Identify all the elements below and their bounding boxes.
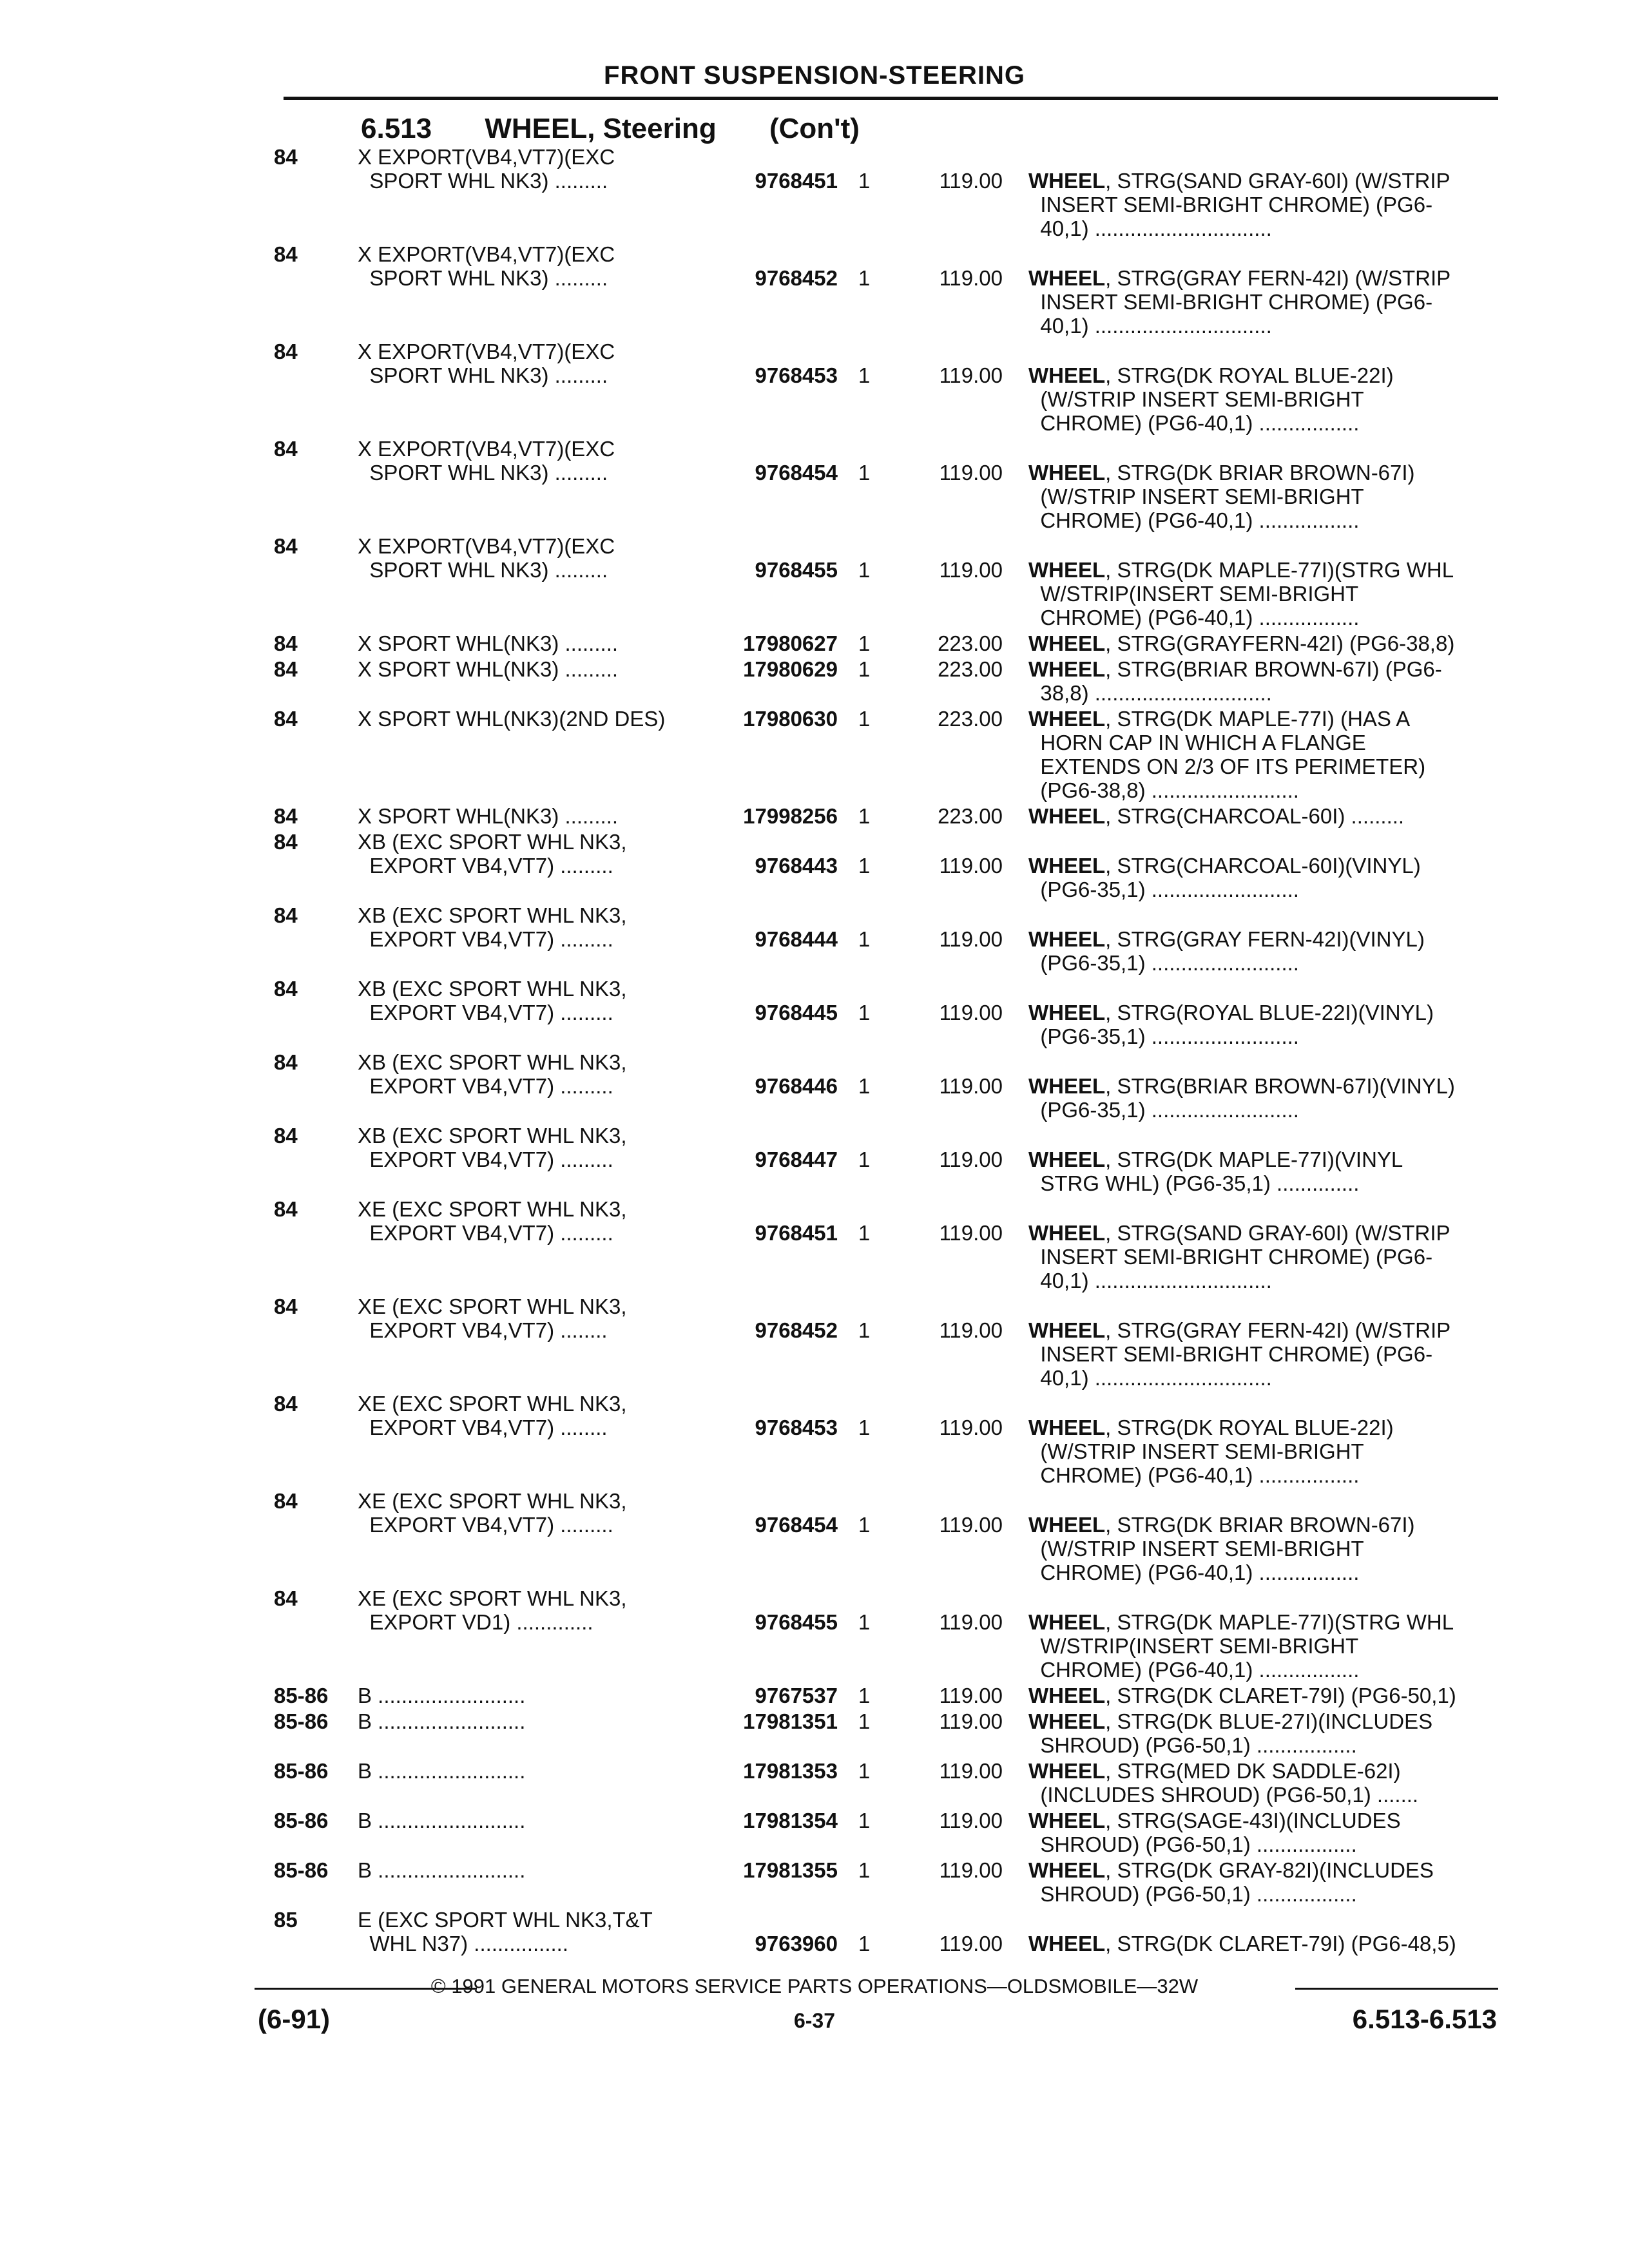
- quantity: 1: [858, 1001, 871, 1024]
- model-description: X EXPORT(VB4,VT7)(EXC SPORT WHL NK3) .........: [358, 145, 615, 193]
- part-row: [0, 707, 1629, 804]
- part-number: 9768452: [755, 1318, 838, 1342]
- model-description: X EXPORT(VB4,VT7)(EXC SPORT WHL NK3) .........: [358, 340, 615, 387]
- model-description: X EXPORT(VB4,VT7)(EXC SPORT WHL NK3) .........: [358, 242, 615, 290]
- part-name-keyword: WHEEL: [1028, 169, 1106, 193]
- quantity: 1: [858, 1759, 871, 1783]
- model-description: XE (EXC SPORT WHL NK3, EXPORT VB4,VT7) ........: [358, 1294, 627, 1342]
- part-name-keyword: WHEEL: [1028, 631, 1106, 655]
- price: 119.00: [939, 1001, 1003, 1024]
- part-row: [0, 1197, 1629, 1294]
- part-number: 17981351: [743, 1709, 838, 1733]
- part-name-detail: , STRG(DK BLUE-27I)(INCLUDES SHROUD) (PG6-50,1) .................: [1040, 1709, 1433, 1757]
- part-row: [0, 977, 1629, 1050]
- model-description: XB (EXC SPORT WHL NK3, EXPORT VB4,VT7) .........: [358, 1050, 627, 1098]
- part-row: [0, 1908, 1629, 1981]
- quantity: 1: [858, 1148, 871, 1171]
- section-continued: (Con't): [769, 113, 860, 144]
- price: 119.00: [939, 169, 1003, 193]
- model-year: 85-86: [274, 1809, 329, 1832]
- part-number: 9768455: [755, 1610, 838, 1634]
- quantity: 1: [858, 1074, 871, 1098]
- part-name-detail: , STRG(GRAY FERN-42I) (W/STRIP INSERT SEMI-BRIGHT CHROME) (PG6- 40,1) ..............................: [1040, 266, 1451, 338]
- model-year: 84: [274, 1294, 298, 1318]
- model-description: XE (EXC SPORT WHL NK3, EXPORT VB4,VT7) .........: [358, 1197, 627, 1245]
- part-row: [0, 830, 1629, 903]
- price: 119.00: [939, 1416, 1003, 1439]
- price: 119.00: [939, 266, 1003, 290]
- part-number: 9768445: [755, 1001, 838, 1024]
- quantity: 1: [858, 1221, 871, 1245]
- part-number: 9768453: [755, 1416, 838, 1439]
- model-description: X SPORT WHL(NK3) .........: [358, 657, 619, 681]
- model-year: 84: [274, 145, 298, 169]
- part-name-keyword: WHEEL: [1028, 1074, 1106, 1098]
- model-description: XB (EXC SPORT WHL NK3, EXPORT VB4,VT7) .........: [358, 1124, 627, 1171]
- part-row: [0, 1684, 1629, 1709]
- quantity: 1: [858, 927, 871, 951]
- part-name: [1028, 1610, 1496, 1682]
- quantity: 1: [858, 854, 871, 878]
- part-number: 9768453: [755, 363, 838, 387]
- part-name: [1028, 558, 1496, 629]
- part-row: [0, 1809, 1629, 1858]
- part-row: [0, 1586, 1629, 1684]
- part-name-detail: , STRG(GRAY FERN-42I)(VINYL) (PG6-35,1) .........................: [1040, 927, 1425, 975]
- price: 119.00: [939, 927, 1003, 951]
- part-name-detail: , STRG(CHARCOAL-60I)(VINYL) (PG6-35,1) .........................: [1040, 854, 1421, 901]
- part-name-keyword: WHEEL: [1028, 1684, 1106, 1707]
- revision-date: (6-91): [258, 2004, 331, 2034]
- part-name-detail: , STRG(CHARCOAL-60I) .........: [1105, 804, 1405, 828]
- part-name-keyword: WHEEL: [1028, 1709, 1106, 1733]
- part-number: 9768451: [755, 1221, 838, 1245]
- price: 119.00: [939, 1809, 1003, 1832]
- part-row: [0, 804, 1629, 830]
- part-number: 9768447: [755, 1148, 838, 1171]
- part-number: 9768455: [755, 558, 838, 582]
- model-description: XE (EXC SPORT WHL NK3, EXPORT VD1) .............: [358, 1586, 627, 1634]
- part-name-detail: , STRG(BRIAR BROWN-67I)(VINYL) (PG6-35,1) .........................: [1040, 1074, 1455, 1122]
- price: 119.00: [939, 1610, 1003, 1634]
- model-year: 84: [274, 242, 298, 266]
- model-year: 84: [274, 1197, 298, 1221]
- part-name-keyword: WHEEL: [1028, 1416, 1106, 1439]
- price: 223.00: [938, 631, 1003, 655]
- part-name: [1028, 927, 1496, 975]
- model-year: 84: [274, 804, 298, 828]
- part-name-detail: , STRG(BRIAR BROWN-67I) (PG6- 38,8) ..............................: [1040, 657, 1442, 705]
- part-name-detail: , STRG(GRAY FERN-42I) (W/STRIP INSERT SEMI-BRIGHT CHROME) (PG6- 40,1) ..............................: [1040, 1318, 1451, 1390]
- model-description: X SPORT WHL(NK3) .........: [358, 631, 619, 655]
- part-name-keyword: WHEEL: [1028, 461, 1106, 485]
- part-row: [0, 242, 1629, 340]
- quantity: 1: [858, 461, 871, 485]
- part-number: 9763960: [755, 1932, 838, 1956]
- quantity: 1: [858, 1610, 871, 1634]
- price: 119.00: [939, 1858, 1003, 1882]
- part-name: [1028, 1416, 1496, 1487]
- model-year: 84: [274, 707, 298, 731]
- part-name-keyword: WHEEL: [1028, 1759, 1106, 1783]
- model-description: X SPORT WHL(NK3) .........: [358, 804, 619, 828]
- quantity: 1: [858, 1858, 871, 1882]
- price: 119.00: [939, 1759, 1003, 1783]
- price: 223.00: [938, 657, 1003, 681]
- quantity: 1: [858, 1684, 871, 1707]
- part-name-detail: , STRG(SAND GRAY-60I) (W/STRIP INSERT SEMI-BRIGHT CHROME) (PG6- 40,1) ..............................: [1040, 169, 1451, 240]
- model-description: E (EXC SPORT WHL NK3,T&T WHL N37) ................: [358, 1908, 653, 1956]
- part-row: [0, 340, 1629, 437]
- price: 223.00: [938, 707, 1003, 731]
- quantity: 1: [858, 266, 871, 290]
- model-year: 84: [274, 903, 298, 927]
- price: 119.00: [939, 1318, 1003, 1342]
- page-header: FRONT SUSPENSION-STEERING: [604, 61, 1025, 90]
- part-name-detail: , STRG(ROYAL BLUE-22I)(VINYL) (PG6-35,1) .........................: [1040, 1001, 1434, 1048]
- part-number: 9768444: [755, 927, 838, 951]
- part-name-keyword: WHEEL: [1028, 1001, 1106, 1024]
- model-year: 85-86: [274, 1684, 329, 1707]
- part-row: [0, 534, 1629, 631]
- part-name-keyword: WHEEL: [1028, 363, 1106, 387]
- quantity: 1: [858, 707, 871, 731]
- part-name: [1028, 1709, 1496, 1757]
- copyright-notice: © 1991 GENERAL MOTORS SERVICE PARTS OPERATIONS—OLDSMOBILE—32W: [430, 1975, 1199, 1997]
- part-name: [1028, 169, 1496, 240]
- model-year: 85-86: [274, 1709, 329, 1733]
- part-name-keyword: WHEEL: [1028, 707, 1106, 731]
- model-year: 84: [274, 340, 298, 363]
- model-year: 84: [274, 1489, 298, 1513]
- part-row: [0, 631, 1629, 657]
- part-name: [1028, 1684, 1496, 1707]
- part-name-detail: , STRG(DK ROYAL BLUE-22I) (W/STRIP INSERT SEMI-BRIGHT CHROME) (PG6-40,1) .................: [1040, 363, 1394, 435]
- price: 119.00: [939, 1684, 1003, 1707]
- part-name-keyword: WHEEL: [1028, 1858, 1106, 1882]
- footer-rule-right: [1295, 1988, 1498, 1990]
- model-description: B .........................: [358, 1809, 526, 1832]
- part-name-keyword: WHEEL: [1028, 266, 1106, 290]
- price: 223.00: [938, 804, 1003, 828]
- quantity: 1: [858, 1709, 871, 1733]
- model-year: 84: [274, 437, 298, 461]
- part-row: [0, 1050, 1629, 1124]
- part-name-detail: , STRG(MED DK SADDLE-62I) (INCLUDES SHROUD) (PG6-50,1) .......: [1040, 1759, 1419, 1807]
- model-year: 84: [274, 631, 298, 655]
- model-year: 84: [274, 1392, 298, 1416]
- part-name: [1028, 1221, 1496, 1293]
- part-row: [0, 1489, 1629, 1586]
- part-name-keyword: WHEEL: [1028, 1610, 1106, 1634]
- part-name-detail: , STRG(DK GRAY-82I)(INCLUDES SHROUD) (PG6-50,1) .................: [1040, 1858, 1434, 1906]
- part-name: [1028, 657, 1496, 705]
- part-number: 9768454: [755, 1513, 838, 1537]
- price: 119.00: [939, 1709, 1003, 1733]
- part-row: [0, 145, 1629, 242]
- model-year: 85-86: [274, 1759, 329, 1783]
- part-number: 17981355: [743, 1858, 838, 1882]
- part-row: [0, 437, 1629, 534]
- part-name: [1028, 1513, 1496, 1584]
- model-description: B .........................: [358, 1858, 526, 1882]
- quantity: 1: [858, 1513, 871, 1537]
- quantity: 1: [858, 169, 871, 193]
- model-description: XB (EXC SPORT WHL NK3, EXPORT VB4,VT7) .........: [358, 903, 627, 951]
- model-description: B .........................: [358, 1684, 526, 1707]
- part-name-keyword: WHEEL: [1028, 1318, 1106, 1342]
- part-row: [0, 1392, 1629, 1489]
- part-name-detail: , STRG(DK CLARET-79I) (PG6-48,5): [1105, 1932, 1456, 1956]
- part-name-detail: , STRG(DK CLARET-79I) (PG6-50,1): [1105, 1684, 1456, 1707]
- model-year: 85: [274, 1908, 298, 1932]
- part-number: 17980630: [743, 707, 838, 731]
- price: 119.00: [939, 363, 1003, 387]
- part-number: 17981353: [743, 1759, 838, 1783]
- part-row: [0, 1124, 1629, 1197]
- part-name-detail: , STRG(SAGE-43I)(INCLUDES SHROUD) (PG6-50,1) .................: [1040, 1809, 1401, 1856]
- part-name: [1028, 1148, 1496, 1195]
- model-year: 84: [274, 657, 298, 681]
- part-name-keyword: WHEEL: [1028, 1932, 1106, 1956]
- model-description: X EXPORT(VB4,VT7)(EXC SPORT WHL NK3) .........: [358, 534, 615, 582]
- part-row: [0, 1858, 1629, 1908]
- model-description: B .........................: [358, 1759, 526, 1783]
- quantity: 1: [858, 1416, 871, 1439]
- part-row: [0, 1294, 1629, 1392]
- part-name: [1028, 707, 1496, 802]
- part-name-detail: , STRG(GRAYFERN-42I) (PG6-38,8): [1105, 631, 1455, 655]
- part-name-keyword: WHEEL: [1028, 1221, 1106, 1245]
- page-number: 6-37: [793, 2009, 836, 2032]
- part-name-keyword: WHEEL: [1028, 927, 1106, 951]
- model-year: 84: [274, 1124, 298, 1148]
- price: 119.00: [939, 558, 1003, 582]
- part-name-detail: , STRG(DK MAPLE-77I)(STRG WHL W/STRIP(INSERT SEMI-BRIGHT CHROME) (PG6-40,1) .................: [1040, 558, 1454, 629]
- quantity: 1: [858, 1318, 871, 1342]
- part-name-keyword: WHEEL: [1028, 804, 1106, 828]
- part-number: 9768446: [755, 1074, 838, 1098]
- part-number: 9768452: [755, 266, 838, 290]
- part-number: 17998256: [743, 804, 838, 828]
- price: 119.00: [939, 1513, 1003, 1537]
- quantity: 1: [858, 558, 871, 582]
- part-name-keyword: WHEEL: [1028, 1148, 1106, 1171]
- part-name: [1028, 363, 1496, 435]
- price: 119.00: [939, 1074, 1003, 1098]
- part-number: 17980627: [743, 631, 838, 655]
- part-name: [1028, 1759, 1496, 1807]
- part-number: 9768443: [755, 854, 838, 878]
- model-description: XE (EXC SPORT WHL NK3, EXPORT VB4,VT7) .........: [358, 1489, 627, 1537]
- price: 119.00: [939, 854, 1003, 878]
- model-description: X EXPORT(VB4,VT7)(EXC SPORT WHL NK3) .........: [358, 437, 615, 485]
- part-name-keyword: WHEEL: [1028, 1513, 1106, 1537]
- quantity: 1: [858, 804, 871, 828]
- model-description: X SPORT WHL(NK3)(2ND DES): [358, 707, 666, 731]
- part-name: [1028, 804, 1496, 828]
- quantity: 1: [858, 1809, 871, 1832]
- quantity: 1: [858, 631, 871, 655]
- part-name: [1028, 1858, 1496, 1906]
- part-number: 17981354: [743, 1809, 838, 1832]
- part-row: [0, 1759, 1629, 1809]
- part-name: [1028, 1318, 1496, 1390]
- quantity: 1: [858, 363, 871, 387]
- model-description: XE (EXC SPORT WHL NK3, EXPORT VB4,VT7) ........: [358, 1392, 627, 1439]
- part-name-detail: , STRG(DK ROYAL BLUE-22I) (W/STRIP INSERT SEMI-BRIGHT CHROME) (PG6-40,1) .................: [1040, 1416, 1394, 1487]
- section-title: [361, 113, 860, 145]
- part-name: [1028, 1074, 1496, 1122]
- price: 119.00: [939, 1932, 1003, 1956]
- part-name: [1028, 1809, 1496, 1856]
- part-name-detail: , STRG(DK BRIAR BROWN-67I) (W/STRIP INSERT SEMI-BRIGHT CHROME) (PG6-40,1) .................: [1040, 461, 1415, 532]
- part-name: [1028, 854, 1496, 901]
- quantity: 1: [858, 657, 871, 681]
- part-name: [1028, 1932, 1496, 1956]
- parts-list: [0, 145, 1629, 1981]
- part-name-detail: , STRG(DK MAPLE-77I) (HAS A HORN CAP IN WHICH A FLANGE EXTENDS ON 2/3 OF ITS PERIMETER) (PG6-38,8) .........................: [1040, 707, 1426, 802]
- part-number: 9768451: [755, 169, 838, 193]
- part-name: [1028, 631, 1496, 655]
- part-row: [0, 1709, 1629, 1759]
- model-year: 85-86: [274, 1858, 329, 1882]
- model-year: 84: [274, 1050, 298, 1074]
- part-name-keyword: WHEEL: [1028, 558, 1106, 582]
- part-name: [1028, 1001, 1496, 1048]
- header-rule: [284, 97, 1498, 100]
- model-description: B .........................: [358, 1709, 526, 1733]
- price: 119.00: [939, 1221, 1003, 1245]
- model-description: XB (EXC SPORT WHL NK3, EXPORT VB4,VT7) .........: [358, 977, 627, 1024]
- part-row: [0, 657, 1629, 707]
- price: 119.00: [939, 1148, 1003, 1171]
- model-year: 84: [274, 977, 298, 1001]
- model-year: 84: [274, 830, 298, 854]
- model-description: XB (EXC SPORT WHL NK3, EXPORT VB4,VT7) .........: [358, 830, 627, 878]
- part-row: [0, 903, 1629, 977]
- section-number: 6.513: [361, 113, 432, 144]
- section-range: 6.513-6.513: [1352, 2004, 1497, 2034]
- part-name-detail: , STRG(SAND GRAY-60I) (W/STRIP INSERT SEMI-BRIGHT CHROME) (PG6- 40,1) ..............................: [1040, 1221, 1451, 1293]
- part-number: 9768454: [755, 461, 838, 485]
- part-number: 17980629: [743, 657, 838, 681]
- part-name-keyword: WHEEL: [1028, 854, 1106, 878]
- price: 119.00: [939, 461, 1003, 485]
- section-name: WHEEL, Steering: [485, 113, 717, 144]
- model-year: 84: [274, 534, 298, 558]
- part-name-detail: , STRG(DK BRIAR BROWN-67I) (W/STRIP INSERT SEMI-BRIGHT CHROME) (PG6-40,1) .................: [1040, 1513, 1415, 1584]
- part-name: [1028, 266, 1496, 338]
- part-name-detail: , STRG(DK MAPLE-77I)(STRG WHL W/STRIP(INSERT SEMI-BRIGHT CHROME) (PG6-40,1) .................: [1040, 1610, 1454, 1682]
- part-name-keyword: WHEEL: [1028, 1809, 1106, 1832]
- part-name-keyword: WHEEL: [1028, 657, 1106, 681]
- quantity: 1: [858, 1932, 871, 1956]
- part-name: [1028, 461, 1496, 532]
- part-name-detail: , STRG(DK MAPLE-77I)(VINYL STRG WHL) (PG6-35,1) ..............: [1040, 1148, 1403, 1195]
- model-year: 84: [274, 1586, 298, 1610]
- part-number: 9767537: [755, 1684, 838, 1707]
